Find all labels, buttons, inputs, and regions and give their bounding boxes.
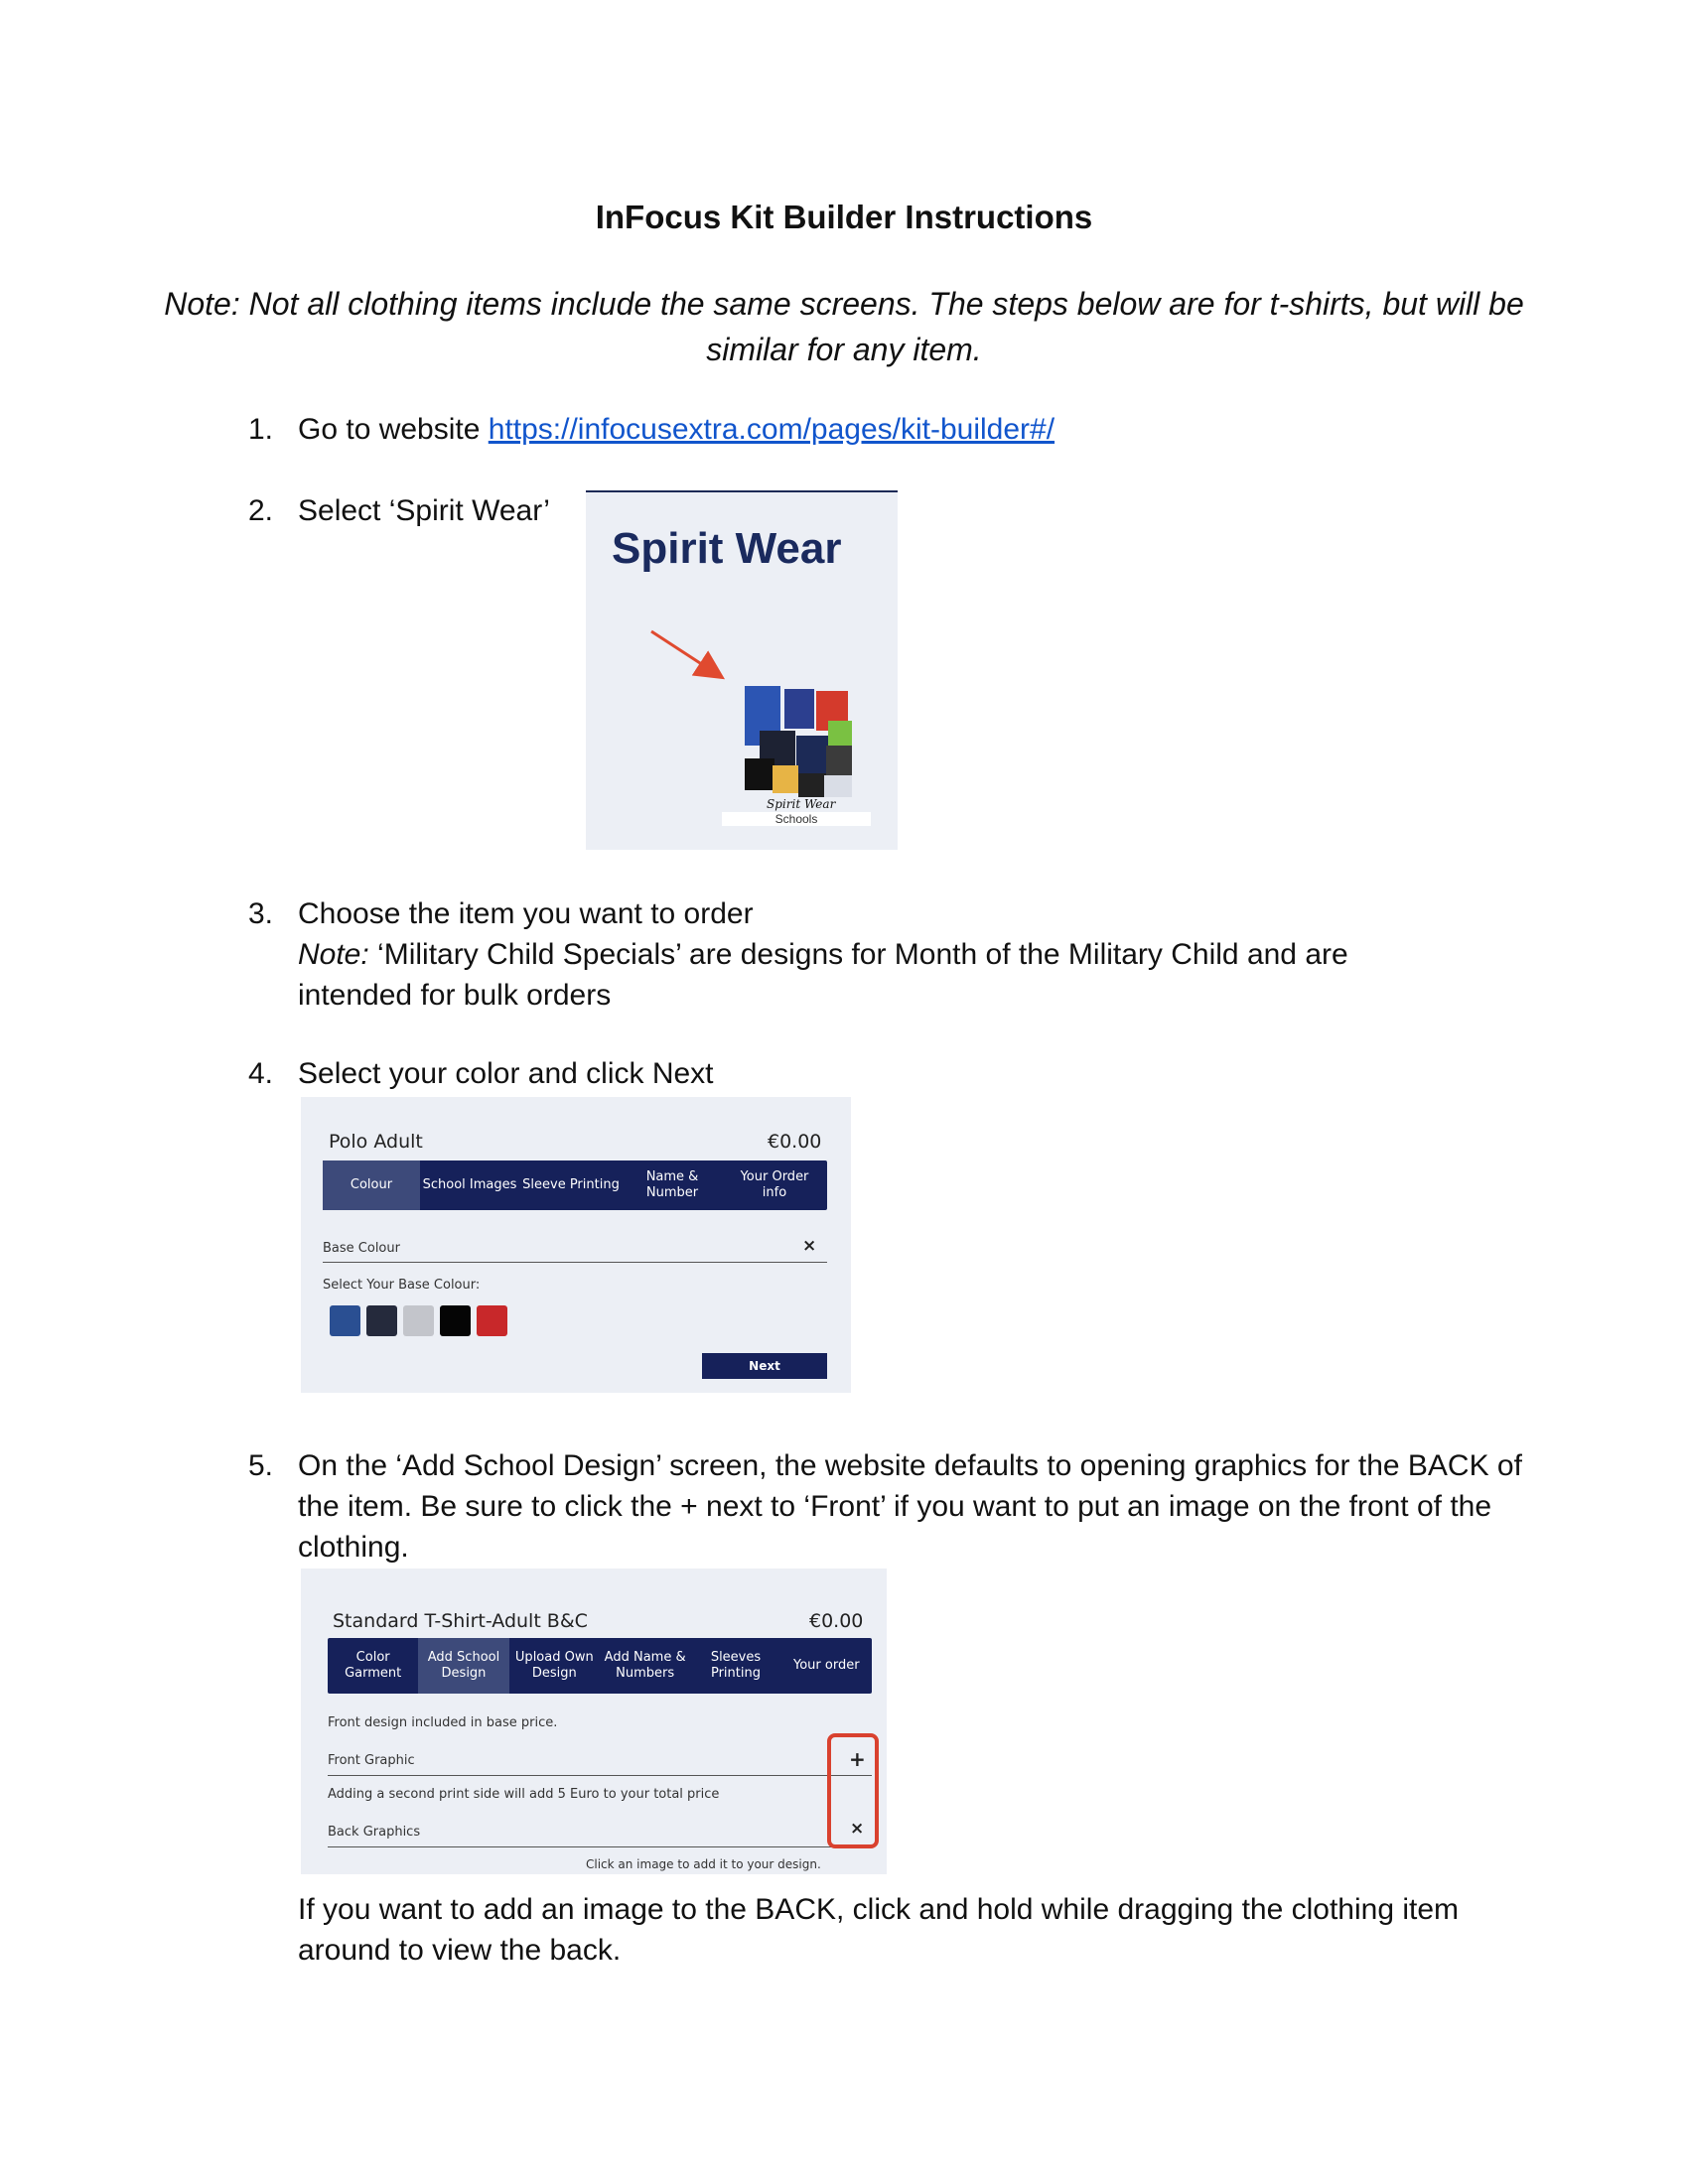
step-text: Go to website — [298, 413, 489, 446]
colour-prompt: Select Your Base Colour: — [323, 1278, 481, 1293]
tab-your-order-info[interactable]: Your Order info — [740, 1169, 809, 1200]
click-image-hint: Click an image to add it to your design. — [586, 1857, 821, 1871]
front-design-info: Front design included in base price. — [328, 1715, 558, 1730]
tab-add-school-design[interactable]: Add School Design — [418, 1638, 508, 1694]
section-divider — [323, 1262, 827, 1263]
spirit-wear-title: Spirit Wear — [612, 524, 842, 573]
colour-swatch-3[interactable] — [403, 1305, 434, 1336]
colour-selection-screen — [301, 1097, 851, 1393]
step-number: 1. — [248, 413, 274, 446]
spirit-wear-script: Spirit Wear — [767, 797, 836, 811]
close-icon[interactable]: × — [802, 1236, 817, 1256]
step-tabs — [323, 1160, 827, 1210]
step-5 — [248, 1445, 1522, 1574]
step-number: 4. — [248, 1057, 274, 1090]
step-number: 2. — [248, 494, 274, 527]
back-image-instructions: If you want to add an image to the BACK, click and hold while dragging the clothing item around to view the back. — [298, 1893, 1460, 1967]
product-price: €0.00 — [768, 1131, 822, 1153]
note-text: ‘Military Child Specials’ are designs for Month of the Military Child and are intended for bulk orders — [298, 938, 1348, 1012]
colour-swatch-1[interactable] — [330, 1305, 360, 1336]
step-text: Select your color and click Next — [298, 1057, 714, 1090]
back-divider — [328, 1846, 872, 1847]
step-number: 3. — [248, 897, 274, 930]
step-tabs — [328, 1638, 872, 1694]
tab-sleeves-printing[interactable]: Sleeves Printing — [710, 1650, 762, 1681]
tab-color-garment[interactable]: Color Garment — [345, 1650, 402, 1681]
product-title: Polo Adult — [329, 1131, 423, 1153]
tab-name-number[interactable]: Name & Number — [645, 1169, 699, 1200]
tab-sleeve-printing[interactable]: Sleeve Printing — [522, 1177, 620, 1192]
colour-swatch-5[interactable] — [477, 1305, 507, 1336]
section-title: Base Colour — [323, 1241, 400, 1256]
colour-swatch-4[interactable] — [440, 1305, 471, 1336]
close-back-graphics-button[interactable]: × — [850, 1819, 865, 1839]
spirit-wear-card[interactable] — [586, 490, 898, 850]
next-button[interactable]: Next — [702, 1353, 827, 1379]
second-side-price-note: Adding a second print side will add 5 Euro to your total price — [328, 1787, 720, 1802]
add-design-screen — [301, 1569, 887, 1874]
note-label: Note: — [298, 938, 369, 971]
colour-swatch-2[interactable] — [366, 1305, 397, 1336]
step-text: On the ‘Add School Design’ screen, the website defaults to opening graphics for the BACK of the item. Be sure to click the + next to ‘Front’ if you want to put an image on the front of the clothing. — [298, 1449, 1522, 1564]
back-graphics-label: Back Graphics — [328, 1825, 421, 1840]
tab-your-order[interactable]: Your order — [793, 1658, 860, 1673]
front-divider — [328, 1775, 872, 1776]
front-graphic-label: Front Graphic — [328, 1753, 415, 1768]
product-price: €0.00 — [809, 1610, 864, 1632]
step-text: Choose the item you want to order — [298, 897, 754, 930]
schools-caption: Schools — [722, 812, 871, 826]
tab-upload-own-design[interactable]: Upload Own Design — [514, 1650, 594, 1681]
step-number: 5. — [248, 1449, 274, 1482]
step-5-followup — [298, 1889, 1489, 1971]
tab-add-name-numbers[interactable]: Add Name & Numbers — [604, 1650, 686, 1681]
tab-school-images[interactable]: School Images — [422, 1177, 517, 1192]
document-title: InFocus Kit Builder Instructions — [595, 199, 1093, 235]
add-front-graphic-button[interactable]: + — [849, 1747, 866, 1771]
highlight-box — [827, 1733, 879, 1848]
spirit-wear-illustration — [586, 492, 898, 850]
tab-colour[interactable]: Colour — [323, 1160, 420, 1210]
red-arrow — [651, 631, 720, 676]
step-text: Select ‘Spirit Wear’ — [298, 494, 550, 527]
kit-builder-link[interactable]: https://infocusextra.com/pages/kit-builder#/ — [488, 413, 1055, 446]
document-note: Note: Not all clothing items include the same screens. The steps below are for t-shirts, but will be similar for any item. — [164, 286, 1524, 367]
garment-collage-icon — [745, 686, 852, 797]
step-3 — [248, 893, 1489, 1023]
product-title: Standard T-Shirt-Adult B&C — [333, 1610, 588, 1632]
